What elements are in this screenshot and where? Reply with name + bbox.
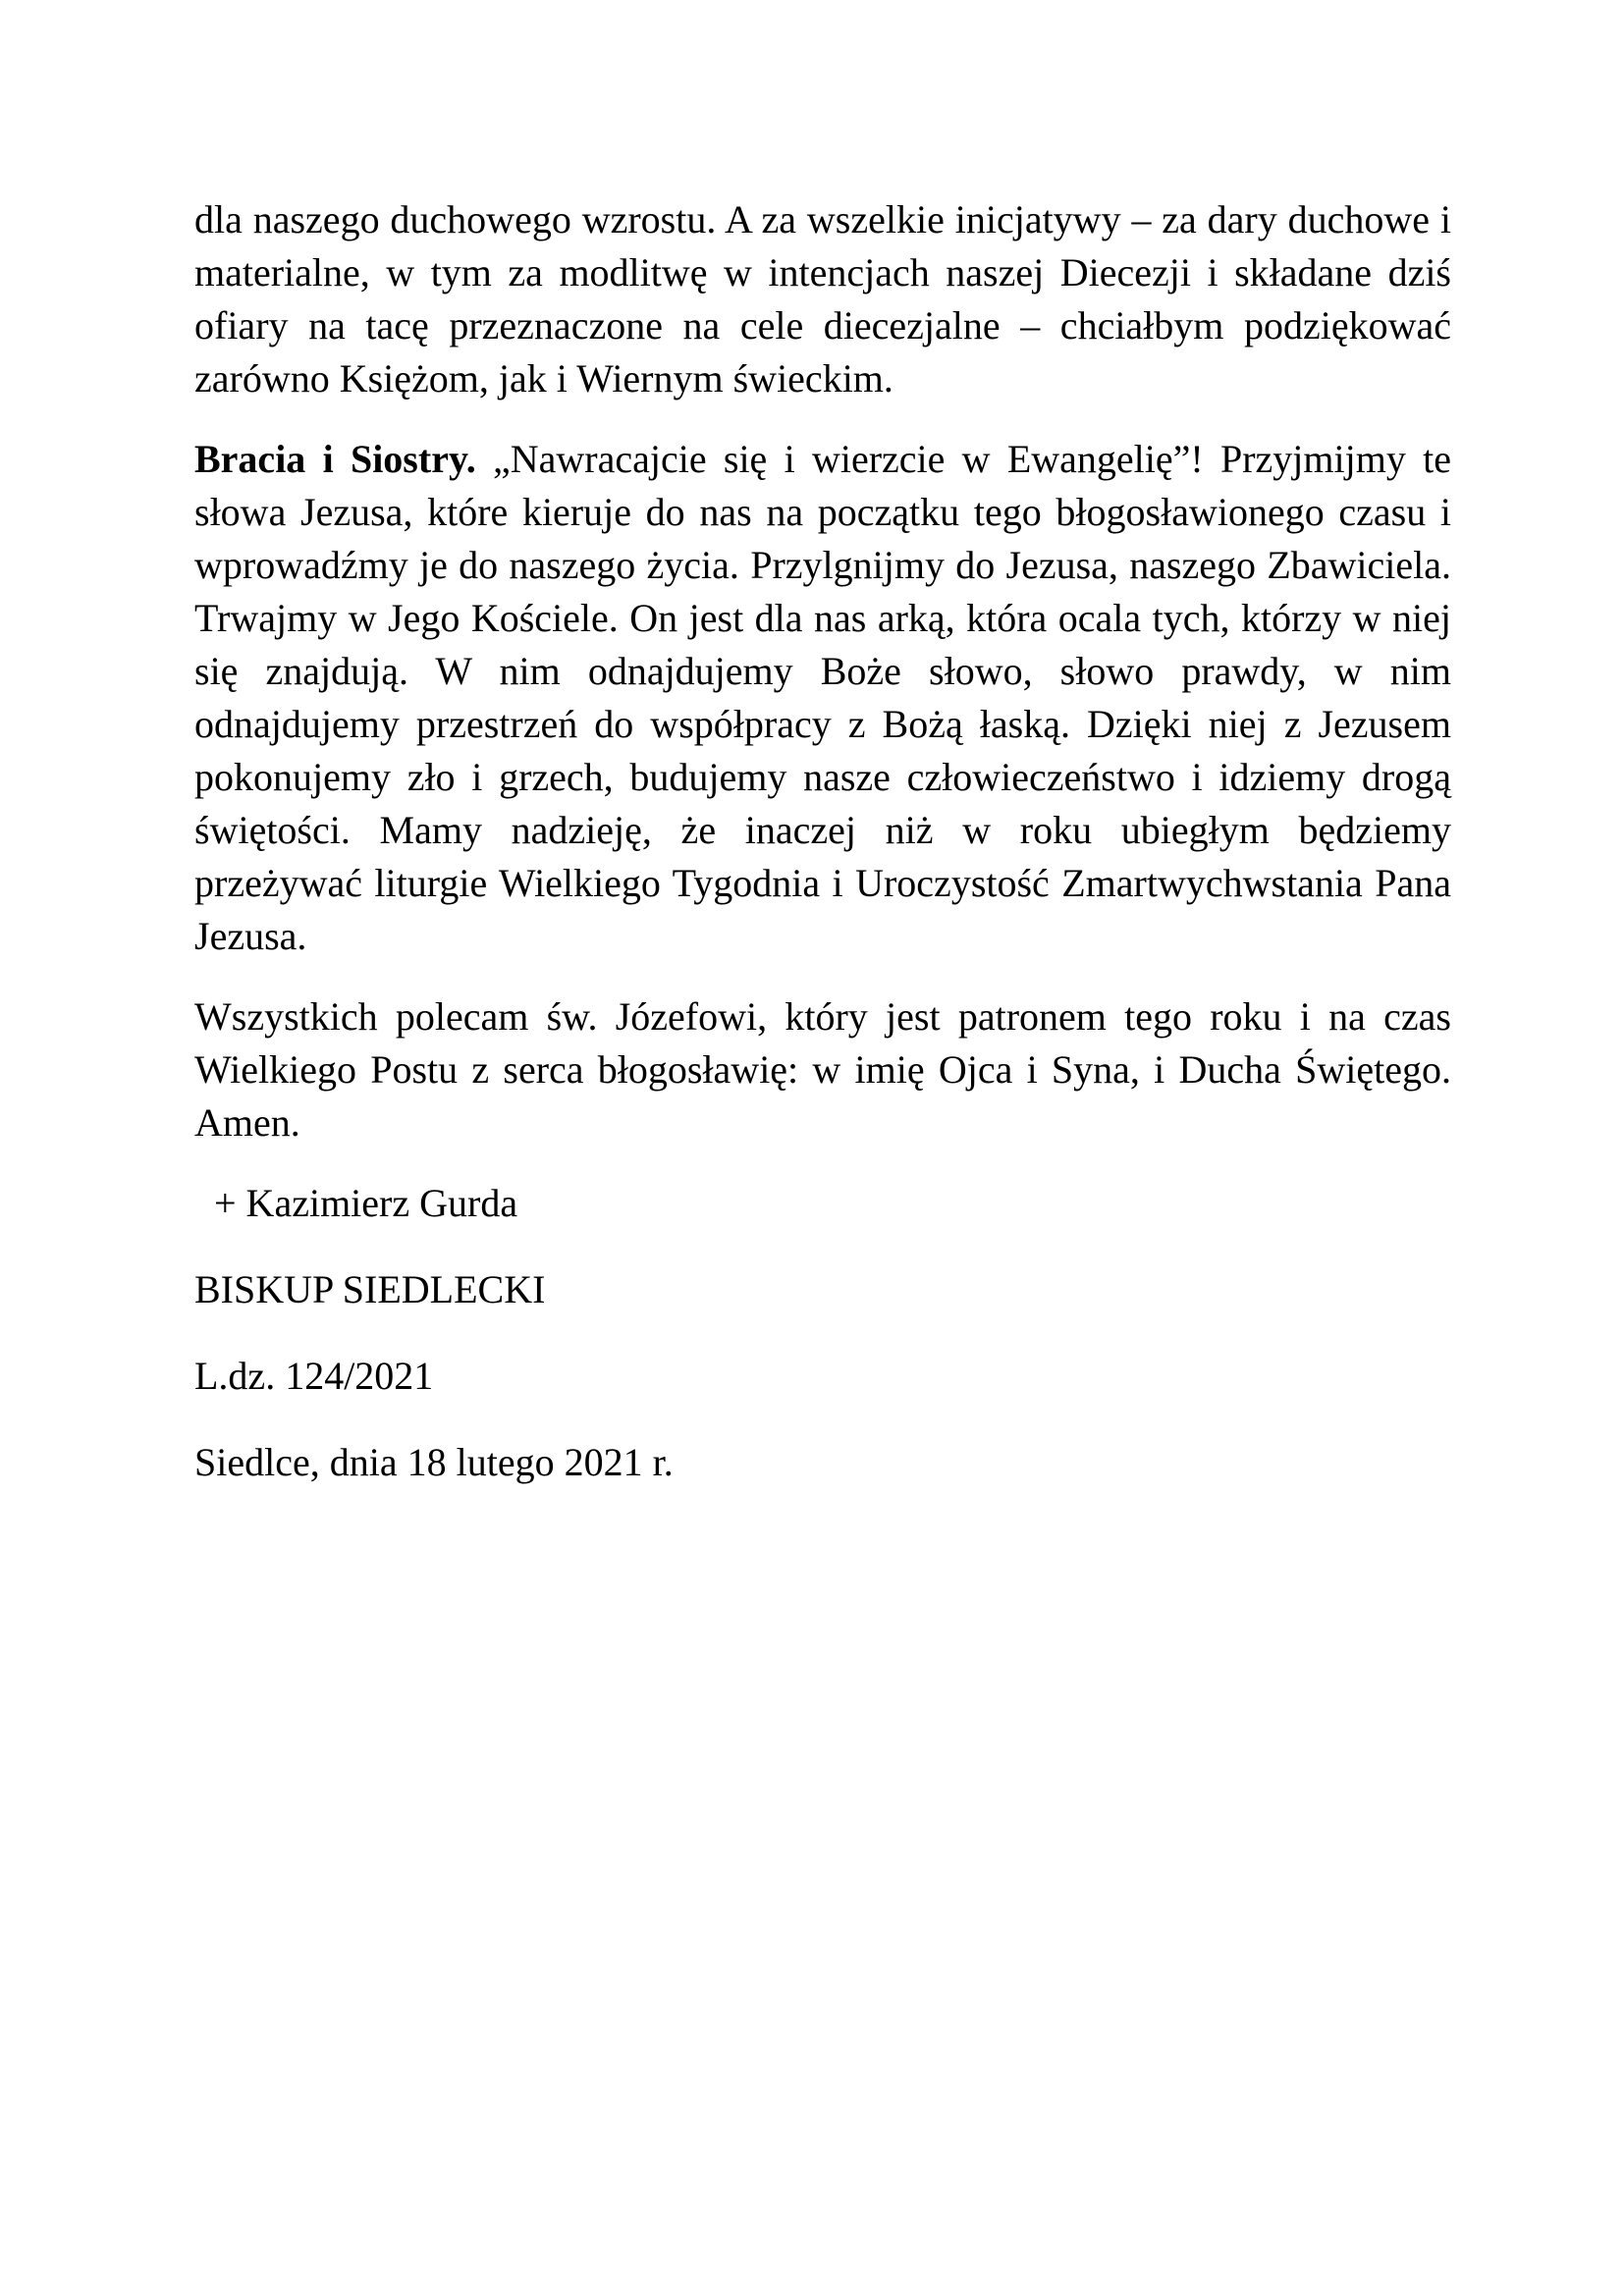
signature-line: + Kazimierz Gurda xyxy=(214,1181,518,1225)
reference-number-line: L.dz. 124/2021 xyxy=(194,1354,434,1398)
paragraph-exhortation xyxy=(194,433,1451,963)
paragraph-blessing: Wszystkich polecam św. Józefowi, który jest patronem tego roku i na czas Wielkiego Postu z serca błogosławię: w imię Ojca i Syna, i Ducha Świętego. Amen. xyxy=(194,994,1451,1145)
signer-title-line: BISKUP SIEDLECKI xyxy=(194,1267,546,1311)
dateline: Siedlce, dnia 18 lutego 2021 r. xyxy=(194,1440,674,1484)
paragraph-thanksgiving: dla naszego duchowego wzrostu. A za wszelkie inicjatywy – za dary duchowe i materialne, w tym za modlitwę w intencjach naszej Diecezji i składane dziś ofiary na tacę przeznaczone na cele diecezjalne – chciałbym podziękować zarówno Księżom, jak i Wiernym świeckim. xyxy=(194,197,1451,400)
paragraph-exhortation-lead: Bracia i Siostry. xyxy=(194,437,476,481)
document-content xyxy=(194,193,1451,1522)
paragraph-exhortation-body: „Nawracajcie się i wierzcie w Ewangelię”! Przyjmijmy te słowa Jezusa, które kieruje do nas na początku tego błogosławionego czasu i wprowadźmy je do naszego życia. Przylgnijmy do Jezusa, naszego Zbawiciela. Trwajmy w Jego Kościele. On jest dla nas arką, która ocala tych, którzy w niej się znajdują. W nim odnajdujemy Boże słowo, słowo prawdy, w nim odnajdujemy przestrzeń do współpracy z Bożą łaską. Dzięki niej z Jezusem pokonujemy zło i grzech, budujemy nasze człowieczeństwo i idziemy drogą świętości. Mamy nadzieję, że inaczej niż w roku ubiegłym będziemy przeżywać liturgie Wielkiego Tygodnia i Uroczystość Zmartwychwstania Pana Jezusa. xyxy=(194,437,1451,958)
